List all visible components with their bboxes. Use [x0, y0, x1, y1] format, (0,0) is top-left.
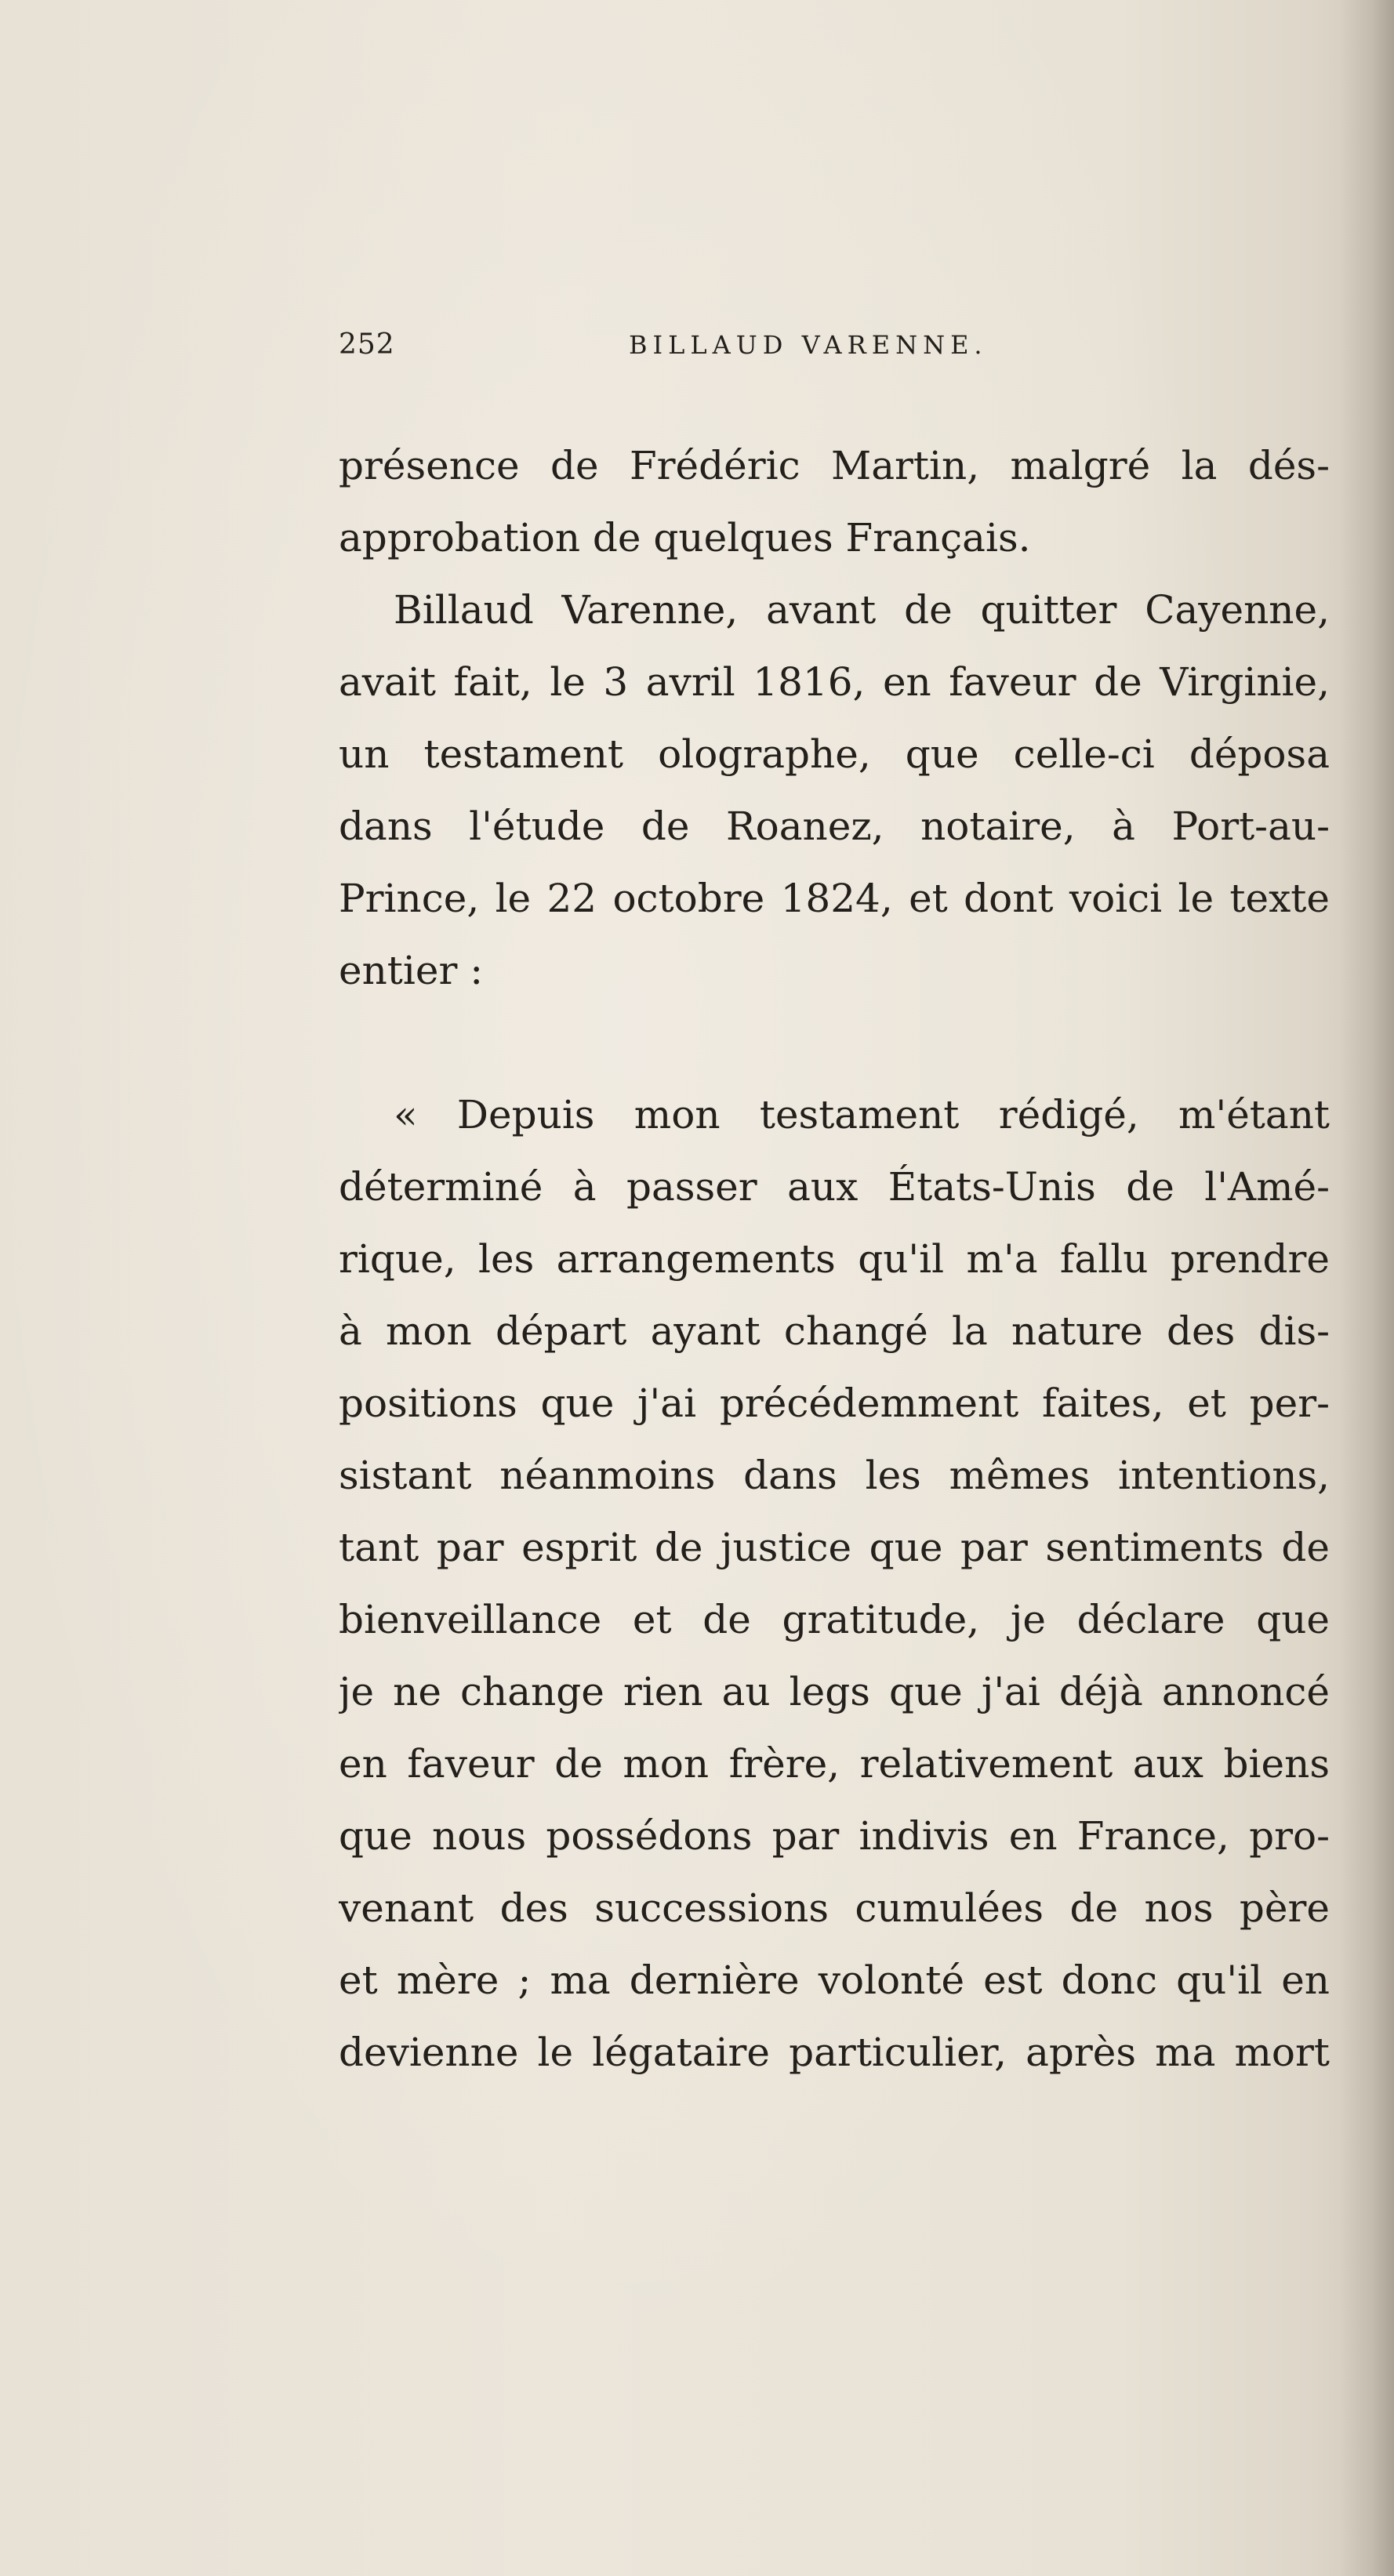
text-line: Billaud Varenne, avant de quitter Cayenne,	[394, 587, 1330, 633]
binding-shadow	[1339, 0, 1394, 2576]
text-line: présence de Frédéric Martin, malgré la dés-	[339, 443, 1330, 488]
body-text	[339, 430, 1330, 2088]
text-line: Prince, le 22 octobre 1824, et dont voici le texte	[339, 876, 1330, 921]
paragraph-gap	[339, 1007, 1330, 1079]
text-line: et mère ; ma dernière volonté est donc qu'il en	[339, 1957, 1330, 2003]
text-line: « Depuis mon testament rédigé, m'étant	[394, 1092, 1330, 1137]
text-line: un testament olographe, que celle-ci déposa	[339, 731, 1330, 777]
text-line: à mon départ ayant changé la nature des dis-	[339, 1308, 1330, 1354]
text-line: rique, les arrangements qu'il m'a fallu prendre	[339, 1236, 1330, 1282]
running-title: BILLAUD VARENNE.	[629, 330, 988, 360]
page-header	[339, 317, 1327, 372]
text-line: dans l'étude de Roanez, notaire, à Port-au-	[339, 804, 1330, 849]
text-line: je ne change rien au legs que j'ai déjà annoncé	[339, 1669, 1330, 1714]
text-line: approbation de quelques Français.	[339, 515, 1031, 561]
text-line: en faveur de mon frère, relativement aux biens	[339, 1741, 1330, 1787]
text-line: sistant néanmoins dans les mêmes intentions,	[339, 1453, 1330, 1498]
text-line: déterminé à passer aux États-Unis de l'Amé-	[339, 1164, 1330, 1210]
text-line: tant par esprit de justice que par sentiments de	[339, 1525, 1330, 1570]
text-line: devienne le légataire particulier, après ma mort	[339, 2030, 1330, 2075]
page-number: 252	[339, 328, 395, 361]
text-line: positions que j'ai précédemment faites, et per-	[339, 1381, 1330, 1426]
text-line: avait fait, le 3 avril 1816, en faveur de Virginie,	[339, 659, 1330, 705]
text-line: que nous possédons par indivis en France, pro-	[339, 1813, 1330, 1859]
text-line: bienveillance et de gratitude, je déclare que	[339, 1597, 1330, 1642]
text-line: venant des successions cumulées de nos père	[339, 1885, 1330, 1931]
text-line: entier :	[339, 948, 484, 993]
